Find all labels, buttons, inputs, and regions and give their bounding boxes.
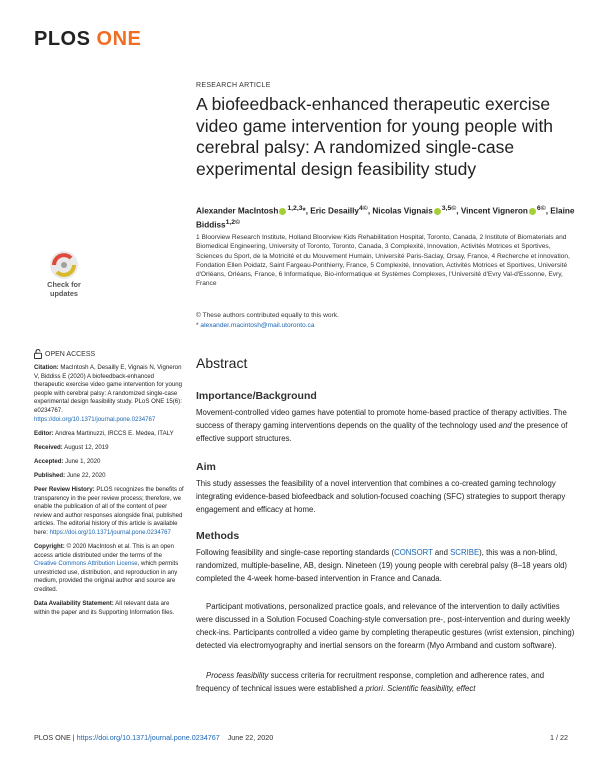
email-line: * alexander.macintosh@mail.utoronto.ca [196, 321, 315, 329]
methods-emphasis-2: a priori [358, 684, 383, 693]
background-text: Movement-controlled video games have potential to promote home-based practice of therapy activities. The success of therapy gaming interventions depends on the quality of the technology used [196, 408, 567, 430]
methods-emphasis: Process feasibility [206, 671, 269, 680]
footer-journal: PLOS ONE [34, 733, 71, 742]
author-affil: 6© [536, 205, 546, 212]
page-footer [34, 733, 568, 742]
published-label: Published: [34, 471, 66, 479]
footer-separator: | [70, 733, 77, 742]
review-text: PLOS recognizes the benefits of transparency in the peer review process; therefore, we enable the publication of all of the content of peer review and author responses alongside final, published articles. The editorial history of this article is available here: [34, 486, 184, 536]
citation-text: MacIntosh A, Desailly E, Vignais N, Vigneron V, Biddiss E (2020) A biofeedback-enhanced therapeutic exercise video game intervention for young people with cerebral palsy: A randomized single-case experimental design feasibility study. PLoS ONE 15(6): e0234767. [34, 364, 183, 414]
peer-review-history [34, 486, 184, 538]
author-name[interactable]: , Vincent Vigneron [456, 206, 528, 216]
published-date: June 22, 2020 [66, 471, 106, 479]
received-label: Received: [34, 443, 63, 451]
received [34, 444, 184, 453]
check-label-line1: Check for [47, 280, 81, 289]
background-text-end: the presence of effective support structures. [196, 421, 568, 443]
accepted-label: Accepted: [34, 457, 64, 465]
article-sidebar [34, 364, 184, 623]
editor-text: Andrea Martinuzzi, IRCCS E. Medea, ITALY [55, 429, 174, 437]
author-affil: 3,5© [441, 205, 457, 212]
received-date: August 12, 2019 [64, 443, 109, 451]
methods-paragraph-1 [196, 546, 576, 585]
data-label: Data Availability Statement: [34, 600, 114, 608]
editor [34, 430, 184, 439]
review-link[interactable]: https://doi.org/10.1371/journal.pone.0234767 [49, 529, 171, 536]
section-heading-background: Importance/Background [196, 390, 317, 402]
open-lock-icon [34, 349, 42, 359]
methods-text-3b: . [382, 684, 388, 693]
affiliations: 1 Bloorview Research Institute, Holland Bloorview Kids Rehabilitation Hospital, Toronto, Canada, 2 Institute of Biomaterials and Biomedical Engineering, University of Toronto, Toronto, Canada, 3 Complexité, Innovation, Activités Motrices et Sportives, Sciences du Sport, de la Motricité et du Mouvement Humain, Université Paris-Saclay, Orsay, France, 4 Recherche et innovation, Fondation Ellen Poidatz, Saint Fargeau-Ponthierry, France, 5 Complexité, Innovation, Activités Motrices et Sportives, Université d'Orléans, Orléans, France, 6 Informatique, Bio-informatique et Systèmes Complexes, l'Université d'Evry Val-d'Essonne, Evry, France [196, 234, 570, 288]
author-affil: 4© [359, 205, 368, 212]
journal-logo [34, 28, 141, 51]
logo-plos: PLOS [34, 28, 91, 50]
methods-text-2: Participant motivations, personalized practice goals, and relevance of the intervention to daily activities were discussed in a Solution Focused Coaching-style conversation pre-, post-intervention and during weekly check-ins. Participants controlled a video game by completing therapeutic gestures (wrist extension, pinching) detected via electromyography and inertial sensors on the forearm (Myo Armband and custom software). [196, 602, 575, 650]
methods-paragraph-2 [196, 600, 576, 652]
methods-paragraph-3 [196, 669, 576, 695]
check-for-updates-label[interactable] [30, 280, 98, 298]
corresponding-mark: * [302, 206, 306, 216]
copyright-text-2: , which permits unrestricted use, distribution, and reproduction in any medium, provided the original author and source are credited. [34, 560, 179, 594]
methods-text: Following feasibility and single-case reporting standards ( [196, 548, 395, 557]
citation [34, 364, 184, 424]
license-link[interactable]: Creative Commons Attribution License [34, 560, 138, 568]
methods-text: ), this was a non-blind, randomized, multiple-baseline, AB, design. Nineteen (19) young people with cerebral palsy (8–18 years old) completed the 4-week home-based intervention in France and Canada. [196, 548, 567, 583]
copyright [34, 543, 184, 595]
author-name[interactable]: , Elaine Biddiss [196, 206, 575, 230]
author-name[interactable]: Alexander MacIntosh [196, 206, 279, 216]
footer-date: June 22, 2020 [227, 733, 274, 742]
citation-doi-link[interactable]: https://doi.org/10.1371/journal.pone.0234767 [34, 415, 156, 423]
orcid-icon[interactable] [279, 208, 286, 215]
methods-emphasis-3: Scientific feasibility, effect [387, 684, 476, 693]
open-access-label: OPEN ACCESS [45, 350, 96, 358]
data-text: All relevant data are within the paper and its Supporting Information files. [34, 600, 175, 616]
article-title: A biofeedback-enhanced therapeutic exercise video game intervention for young people with cerebral palsy: A randomized single-case experimental design feasibility study [196, 94, 554, 179]
author-list [196, 203, 576, 230]
logo-one: ONE [96, 28, 142, 50]
page-number: 1 / 22 [550, 733, 568, 742]
author-notes [196, 311, 339, 330]
review-label: Peer Review History: [34, 486, 95, 494]
methods-text-3: success criteria for recruitment response, completion and adherence rates, and frequency of technical issues were established [196, 671, 545, 693]
footer-doi-link[interactable]: https://doi.org/10.1371/journal.pone.0234767 [76, 733, 220, 742]
abstract-heading: Abstract [196, 355, 248, 371]
copyright-text: © 2020 MacIntosh et al. This is an open access article distributed under the terms of the [34, 543, 174, 559]
corresponding-email[interactable]: alexander.macintosh@mail.utoronto.ca [200, 321, 315, 329]
editor-label: Editor: [34, 429, 54, 437]
author-name[interactable]: , Eric Desailly [305, 206, 359, 216]
copyright-label: Copyright: [34, 543, 65, 551]
author-affil: 1,2,3 [287, 205, 303, 212]
orcid-icon[interactable] [434, 208, 441, 215]
published [34, 472, 184, 481]
article-type: RESEARCH ARTICLE [196, 82, 271, 89]
open-access-badge [34, 349, 95, 359]
equal-contribution-note: © These authors contributed equally to this work. [196, 312, 339, 319]
accepted [34, 458, 184, 467]
citation-label: Citation: [34, 364, 59, 371]
methods-text: and [432, 548, 451, 557]
data-availability [34, 600, 184, 617]
background-paragraph [196, 406, 576, 445]
aim-paragraph: This study assesses the feasibility of a novel intervention that combines a co-created gaming technology integrating evidence-based biofeedback and solution-focused coaching (SFC) strategies to support therapy engagement and efficacy at home. [196, 479, 566, 514]
background-emphasis: and [498, 421, 512, 430]
accepted-date: June 1, 2020 [65, 457, 101, 465]
author-name[interactable]: , Nicolas Vignais [367, 206, 433, 216]
author-affil: 1,2© [225, 218, 241, 226]
section-heading-aim: Aim [196, 461, 216, 473]
check-label-line2: updates [50, 289, 78, 298]
orcid-icon[interactable] [529, 208, 536, 215]
consort-link[interactable]: CONSORT [394, 548, 433, 557]
section-heading-methods: Methods [196, 530, 240, 542]
scribe-link[interactable]: SCRIBE [450, 548, 480, 557]
